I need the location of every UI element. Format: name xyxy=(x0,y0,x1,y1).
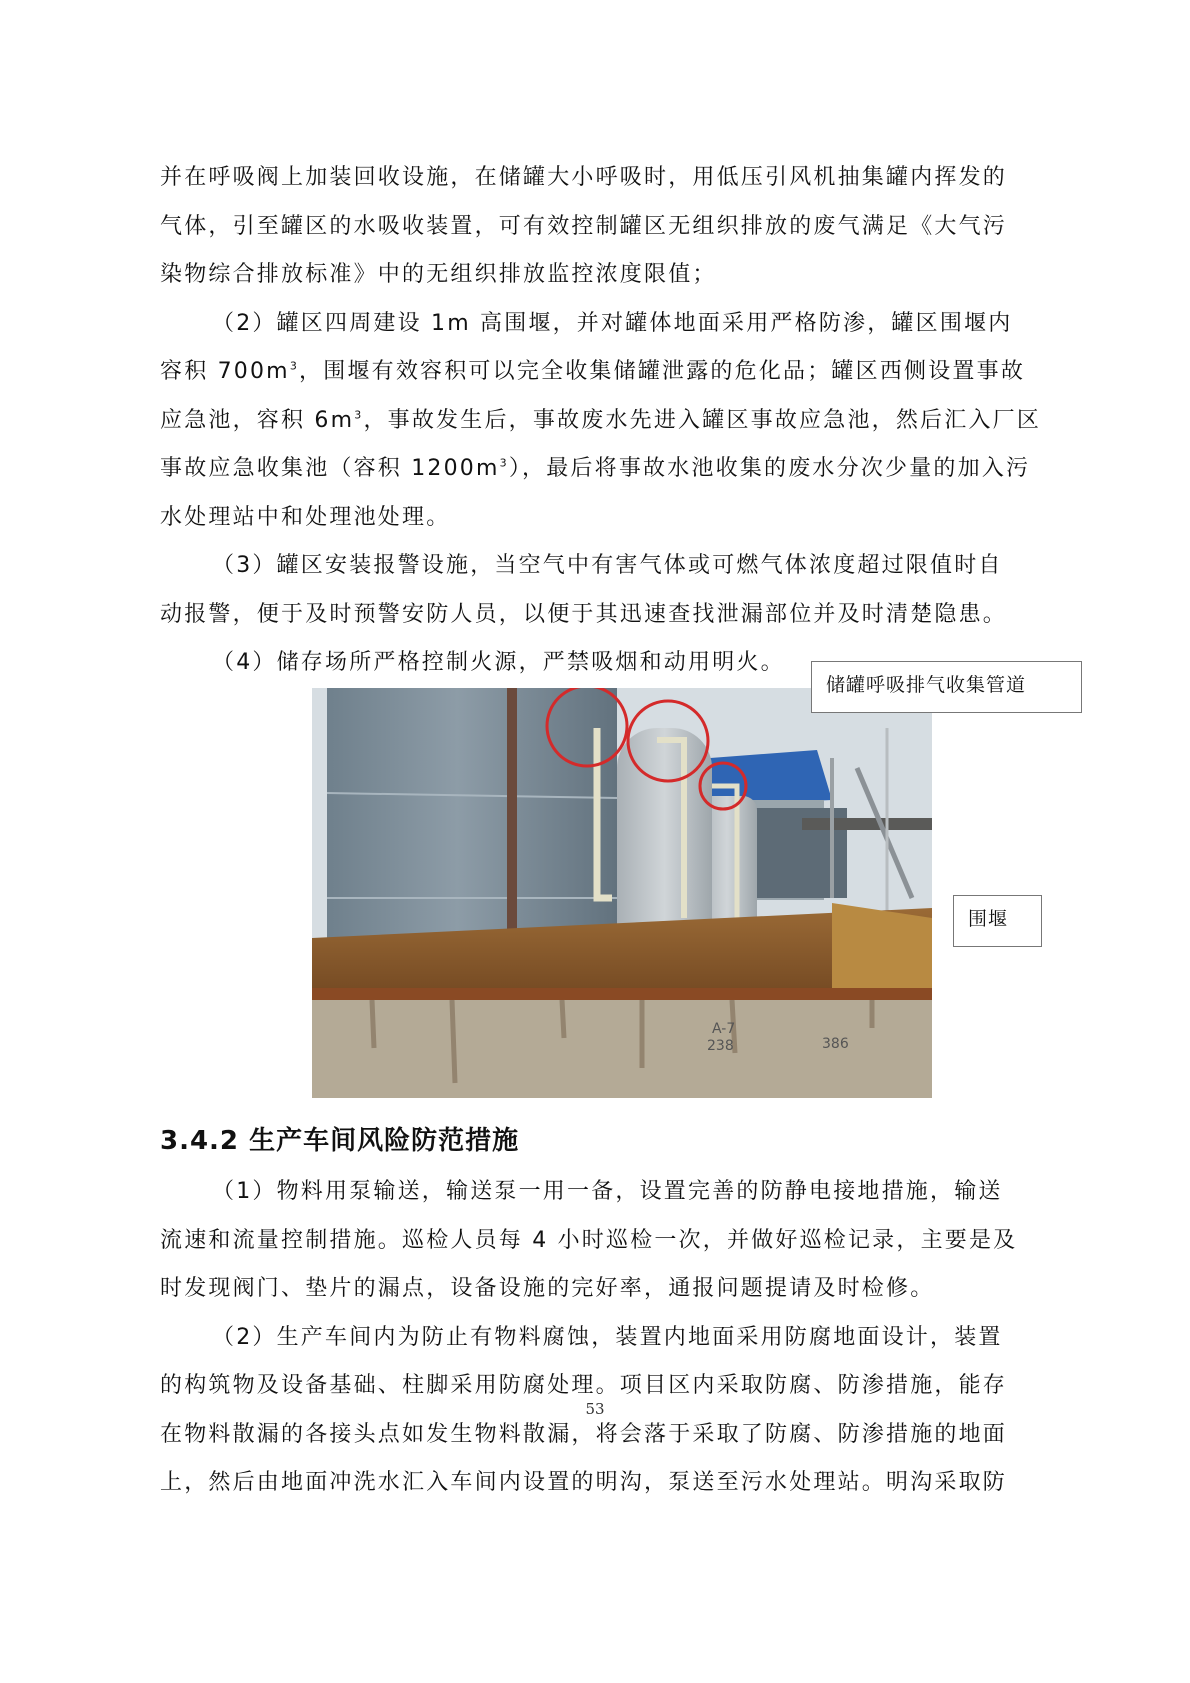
paragraph-line: 流速和流量控制措施。巡检人员每 4 小时巡检一次，并做好巡检记录，主要是及 xyxy=(160,1228,1018,1253)
paragraph-line: （2）罐区四周建设 1m 高围堰，并对罐体地面采用严格防渗，罐区围堰内 xyxy=(212,311,1013,336)
section-heading: 3.4.2 生产车间风险防范措施 xyxy=(160,1126,520,1156)
paragraph-line xyxy=(160,354,1038,385)
callout-pipe-label: 储罐呼吸排气收集管道 xyxy=(811,661,1082,713)
paragraph-line: 染物综合排放标准》中的无组织排放监控浓度限值； xyxy=(160,262,717,287)
text-fragment: ），最后将事故水池收集的废水分次少量的加入污 xyxy=(508,456,1031,481)
paragraph-line: （1）物料用泵输送，输送泵一用一备，设置完善的防静电接地措施，输送 xyxy=(212,1179,1003,1204)
paragraph-line: 水处理站中和处理池处理。 xyxy=(160,505,451,530)
text-fragment: ，围堰有效容积可以完全收集储罐泄露的危化品；罐区西侧设置事故 xyxy=(299,359,1026,384)
text-fragment: ，事故发生后，事故废水先进入罐区事故应急池，然后汇入厂区 xyxy=(363,408,1042,433)
text-fragment: 容积 700m xyxy=(160,359,290,384)
text-fragment: 应急池，容积 6m xyxy=(160,408,355,433)
paragraph-line: 时发现阀门、垫片的漏点，设备设施的完好率，通报问题提请及时检修。 xyxy=(160,1276,935,1301)
page-number: 53 xyxy=(585,1400,605,1418)
paragraph-line: 气体，引至罐区的水吸收装置，可有效控制罐区无组织排放的废气满足《大气污 xyxy=(160,214,1008,239)
wall-mark: 238 xyxy=(707,1038,734,1054)
paragraph-line: 上，然后由地面冲洗水汇入车间内设置的明沟，泵送至污水处理站。明沟采取防 xyxy=(160,1470,1008,1495)
paragraph-line: （2）生产车间内为防止有物料腐蚀，装置内地面采用防腐地面设计，装置 xyxy=(212,1325,1003,1350)
bund-top-edge xyxy=(312,988,932,1000)
platform xyxy=(802,818,932,830)
superscript: 3 xyxy=(289,359,300,373)
paragraph-line: 的构筑物及设备基础、柱脚采用防腐处理。项目区内采取防腐、防渗措施，能存 xyxy=(160,1373,1008,1398)
tank-area-photo xyxy=(312,688,932,1098)
callout-bund-label: 围堰 xyxy=(953,895,1042,947)
wall-mark: A-7 xyxy=(712,1021,736,1037)
paragraph-line xyxy=(160,403,1042,434)
paragraph-line: （4）储存场所严格控制火源，严禁吸烟和动用明火。 xyxy=(212,650,785,675)
paragraph-line: 动报警，便于及时预警安防人员，以便于其迅速查找泄漏部位并及时清楚隐患。 xyxy=(160,602,1008,627)
paragraph-line: （3）罐区安装报警设施，当空气中有害气体或可燃气体浓度超过限值时自 xyxy=(212,553,1003,578)
superscript: 3 xyxy=(499,456,509,470)
superscript: 3 xyxy=(354,408,364,422)
paragraph-line: 在物料散漏的各接头点如发生物料散漏，将会落于采取了防腐、防渗措施的地面 xyxy=(160,1422,1008,1447)
paragraph-line: 并在呼吸阀上加装回收设施，在储罐大小呼吸时，用低压引风机抽集罐内挥发的 xyxy=(160,165,1008,190)
wall-mark: 386 xyxy=(822,1036,849,1052)
paragraph-line xyxy=(160,451,1038,482)
text-fragment: 事故应急收集池（容积 1200m xyxy=(160,456,500,481)
